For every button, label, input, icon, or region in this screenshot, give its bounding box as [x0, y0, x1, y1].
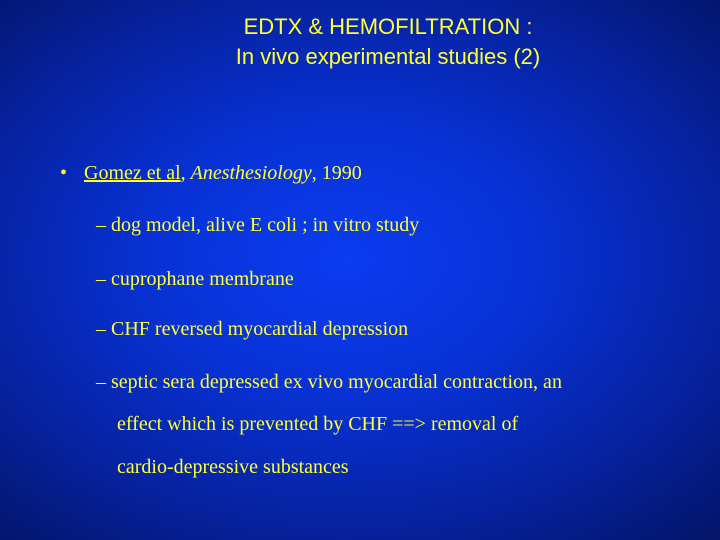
reference-authors: Gomez et al — [84, 162, 181, 184]
sub-item-chf-result: – CHF reversed myocardial depression — [96, 318, 409, 340]
reference-separator: , — [180, 162, 191, 184]
slide-title — [0, 12, 720, 72]
reference-year: , 1990 — [311, 162, 362, 184]
slide-title-line-2: In vivo experimental studies (2) — [235, 44, 541, 69]
sub-item-septic-sera: – septic sera depressed ex vivo myocardial contraction, an — [96, 371, 562, 393]
slide-title-line-1: EDTX & HEMOFILTRATION : — [243, 14, 533, 39]
reference-journal: Anesthesiology — [190, 162, 312, 184]
bullet-reference — [60, 162, 362, 185]
sub-item-membrane: – cuprophane membrane — [96, 268, 294, 290]
sub-item-septic-sera-cont-2: cardio-depressive substances — [117, 456, 349, 478]
bullet-marker: • — [60, 162, 68, 184]
sub-item-model: – dog model, alive E coli ; in vitro study — [96, 214, 420, 236]
sub-item-septic-sera-cont-1: effect which is prevented by CHF ==> removal of — [117, 413, 519, 435]
